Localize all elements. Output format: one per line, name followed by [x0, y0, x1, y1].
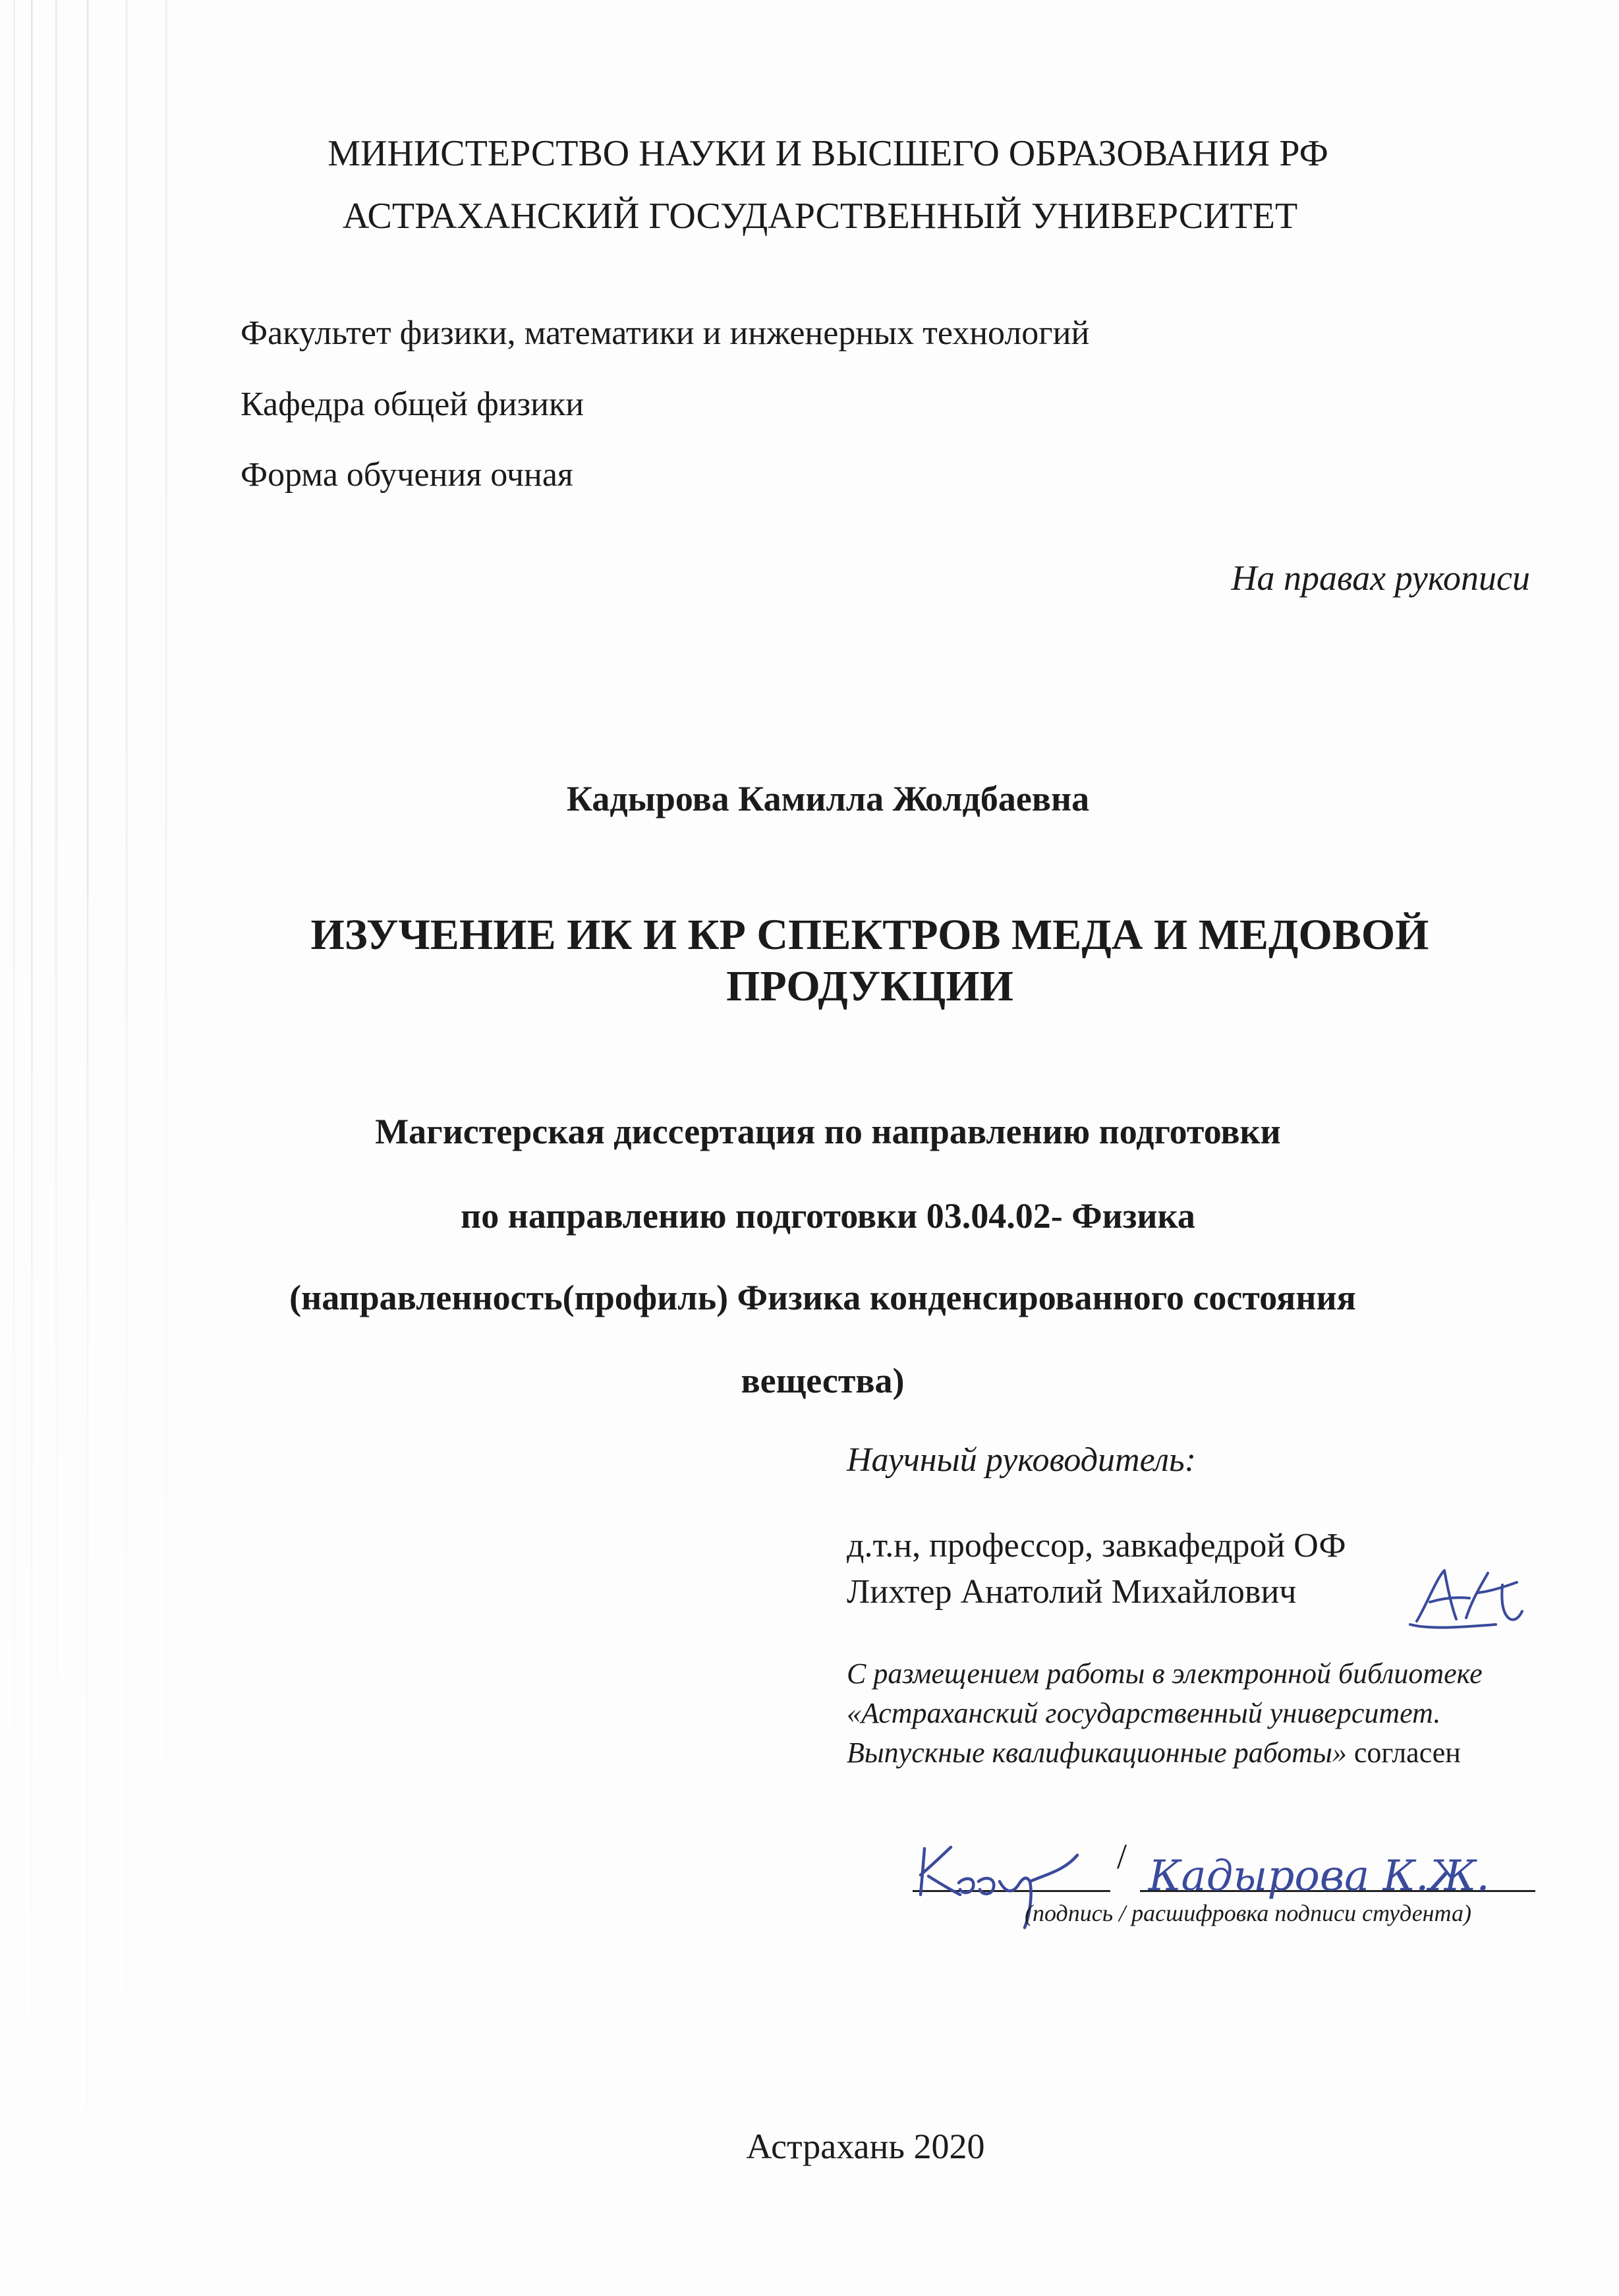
manuscript-note: На правах рукописи [1231, 558, 1530, 598]
thesis-title-line: ИЗУЧЕНИЕ ИК И КР СПЕКТРОВ МЕДА И МЕДОВОЙ [310, 911, 1429, 959]
supervisor-degree: д.т.н, профессор, завкафедрой ОФ [847, 1527, 1346, 1564]
consent-statement [847, 1654, 1512, 1773]
department-line: Кафедра общей физики [241, 386, 584, 423]
thesis-type-line: Магистерская диссертация по направлению подготовки [375, 1112, 1281, 1151]
student-signature-text: Кадр [1018, 1854, 1021, 1856]
author-name: Кадырова Камилла Жолдбаевна [566, 779, 1090, 818]
thesis-direction-line: по направлению подготовки 03.04.02- Физика [461, 1196, 1195, 1236]
faculty-line: Факультет физики, математики и инженерных технологий [241, 314, 1090, 352]
signature-caption: (подпись / расшифровка подписи студента) [1025, 1900, 1471, 1926]
supervisor-label: Научный руководитель: [847, 1441, 1197, 1479]
thesis-title-line: ПРОДУКЦИИ [726, 962, 1013, 1010]
city-year: Астрахань 2020 [746, 2127, 985, 2166]
supervisor-signature [1404, 1559, 1529, 1638]
consent-agreed: согласен [1346, 1736, 1461, 1769]
signature-separator: / [1117, 1837, 1127, 1876]
consent-text: С размещением работы в электронной библиотеке «Астраханский государственный университет. Выпускные квалификационные работы» [847, 1657, 1483, 1769]
thesis-title [250, 909, 1489, 1012]
supervisor-name: Лихтер Анатолий Михайлович [847, 1573, 1297, 1611]
thesis-profile-continuation: вещества) [741, 1361, 905, 1400]
thesis-profile-line: (направленность(профиль) Физика конденсированного состояния [289, 1278, 1356, 1317]
study-form-line: Форма обучения очная [241, 456, 573, 494]
svg-text:Кадырова К.Ж.: Кадырова К.Ж. [1149, 1852, 1490, 1901]
ministry-heading: МИНИСТЕРСТВО НАУКИ И ВЫСШЕГО ОБРАЗОВАНИЯ РФ [327, 133, 1328, 174]
university-heading: АСТРАХАНСКИЙ ГОСУДАРСТВЕННЫЙ УНИВЕРСИТЕТ [342, 196, 1298, 237]
